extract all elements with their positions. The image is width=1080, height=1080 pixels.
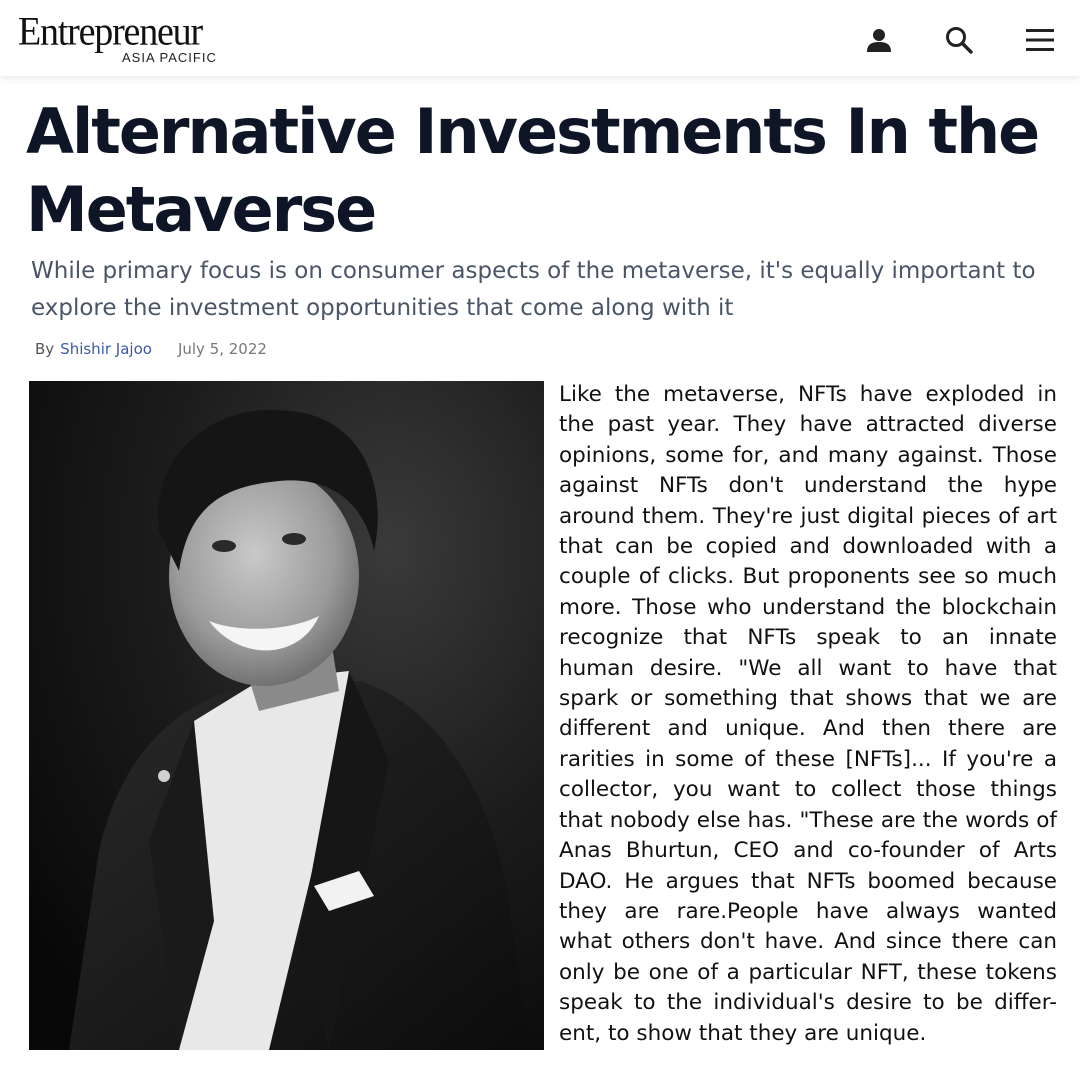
logo-wordmark: Entrepreneur <box>18 9 202 55</box>
site-header <box>0 0 1080 76</box>
author-link[interactable]: Shishir Jajoo <box>60 340 152 358</box>
user-icon <box>866 27 892 53</box>
publish-date: July 5, 2022 <box>177 340 267 358</box>
logo-edition: ASIA PACIFIC <box>122 50 217 65</box>
article-byline <box>35 340 267 358</box>
menu-icon <box>1026 28 1054 52</box>
account-button[interactable] <box>859 20 899 60</box>
article-title: Alternative Investments In the Metaverse <box>26 95 1039 246</box>
search-icon <box>945 26 973 54</box>
author-photo <box>29 381 544 1050</box>
article-body: Like the metaverse, NFTs have exploded in the past year. They have attracted diverse opinions, some for, and many against. Those against NFTs don't understand the hype around them. They're just digital pieces of art that can be copied and downloaded with a couple of clicks. But proponents see so much more. Those who understand the blockchain recognize that NFTs speak to an innate human desire. "We all want to have that spark or something that shows that we are different and unique. And then there are rarities in some of these [NFTs]... If you're a collector, you want to collect those things that nobody else has. "These are the words of Anas Bhurtun, CEO and co-founder of Arts DAO. He argues that NFTs boomed because they are rare.People have always wanted what others don't have. And since there can only be one of a particular NFT, these tokens speak to the individual's desire to be differ-ent, to show that they are unique. <box>559 382 1057 1046</box>
menu-button[interactable] <box>1020 20 1060 60</box>
article-dek: While primary focus is on consumer aspects of the metaverse, it's equally important to explore the investment opportunities that come along with it <box>31 258 1036 321</box>
site-logo[interactable] <box>18 9 217 65</box>
byline-label: By <box>35 340 55 358</box>
portrait-image <box>29 381 544 1050</box>
search-button[interactable] <box>939 20 979 60</box>
